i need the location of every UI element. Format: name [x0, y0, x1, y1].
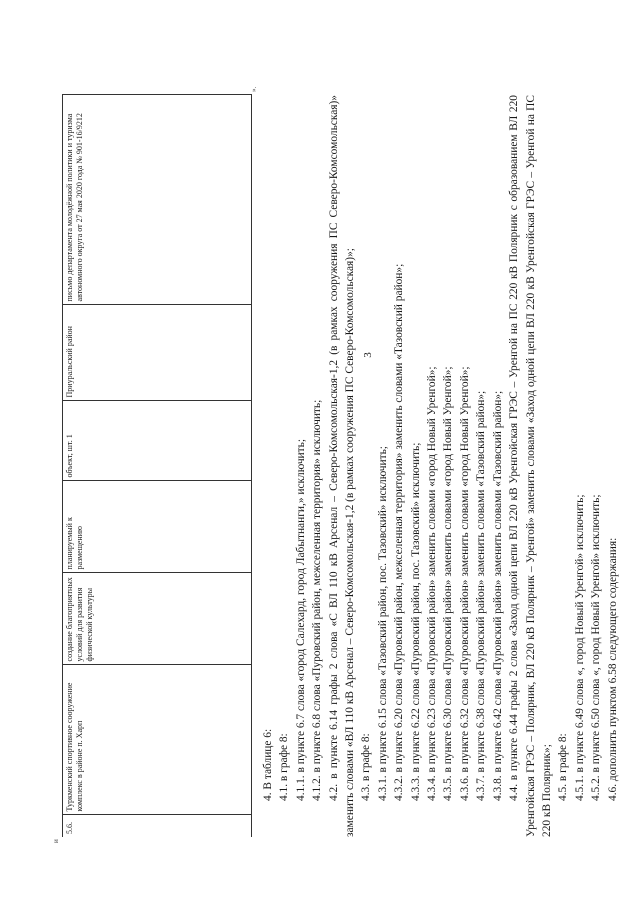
paragraph: 4.3.8. в пункте 6.42 слова «Пуровский район» заменить словами «Тазовский район»; — [491, 390, 504, 801]
paragraph: 4.1.2. в пункте 6.8 слова «Пуровский район, межселенная территория» исключить; — [311, 399, 324, 801]
paragraph: 4.3.4. в пункте 6.23 слова «Пуровский район» заменить словами «город Новый Уренгой»; — [426, 366, 439, 801]
location-cell: Приуральский район — [63, 305, 252, 401]
paragraph: 4.1. в графе 8: — [278, 733, 291, 801]
paragraph: 4.5.2. в пункте 6.50 слова «, город Новый Уренгой» исключить; — [590, 494, 603, 801]
row-number-cell: 5.6. — [63, 815, 252, 837]
paragraph: 4.3.3. в пункте 6.22 слова «Пуровский район, пос. Тазовский» исключить; — [409, 442, 422, 801]
paragraph: 4.3.1. в пункте 6.15 слова «Тазовский район, пос. Тазовский» исключить; — [376, 446, 389, 801]
paragraph: 4.5.1. в пункте 6.49 слова «, город Новый Уренгой» исключить; — [573, 494, 586, 801]
rotated-page-content — [52, 86, 619, 843]
paragraph: 4.5. в графе 8: — [557, 733, 570, 801]
paragraph: 4. В таблице 6: — [262, 728, 274, 801]
status-cell: планируемый к размещению — [63, 481, 252, 573]
amendment-text — [260, 95, 621, 837]
basis-cell: письмо департамента молодёжной политики и туризма автономного округа от 27 мая 2020 года № 901-16/9212 — [63, 95, 252, 305]
paragraph: 4.3.2. в пункте 6.20 слова «Пуровский район, межселенная территория» заменить словами «Тазовский район»; — [393, 263, 406, 801]
paragraph: 4.1.1. в пункте 6.7 слова «город Салехард, город Лабытнанги,» исключить; — [294, 439, 307, 801]
characteristics-cell: объект, шт. 1 — [63, 401, 252, 481]
table-row — [63, 95, 252, 837]
paragraph: 4.3.7. в пункте 6.38 слова «Пуровский район» заменить словами «Тазовский район»; — [475, 390, 488, 801]
purpose-cell: создание благоприятных условий для развития физической культуры — [63, 573, 252, 665]
paragraph: 4.3.6. в пункте 6.32 слова «Пуровский район» заменить словами «город Новый Уренгой»; — [458, 366, 471, 801]
paragraph: 4.3. в графе 8: — [360, 733, 373, 801]
paragraph: 4.2. в пункте 6.14 графы 2 слова «С ВЛ 110 кВ Арсенал – Северо-Комсомольская-1,2 (в рамках сооружения ПС Северо-Комсомольская)» заменить словами «ВЛ 110 кВ Арсенал – Северо-Комсомольская-1,2 (в рамках сооружения ПС Северо-Комсомольская)»; — [327, 95, 357, 837]
paragraph: 4.6. дополнить пунктом 6.58 следующего содержания: — [606, 537, 619, 801]
page-number: 3 — [362, 352, 374, 358]
row-open-mark: и — [52, 839, 60, 843]
paragraph: 4.3.5. в пункте 6.30 слова «Пуровский район» заменить словами «город Новый Уренгой»; — [442, 366, 455, 801]
object-name-cell: Туркменский спортивное сооружение комплекс в районе п. Харп — [63, 665, 252, 815]
row-close-mark: ». — [250, 86, 258, 92]
paragraph: 4.4. в пункте 6.44 графы 2 слова «Заход одной цепи ВЛ 220 кВ Уренгойская ГРЭС – Уренгой на ПС 220 кВ Полярник с образованием ВЛ 220 Уренгойская ГРЭС – Полярник, ВЛ 220 кВ Полярник – Уренгой» заменить словами «Заход одной цепи ВЛ 220 кВ Уренгойская ГРЭС – Уренгой на ПС 220 кВ Полярник»; — [508, 95, 553, 837]
table-6-row — [62, 94, 252, 837]
